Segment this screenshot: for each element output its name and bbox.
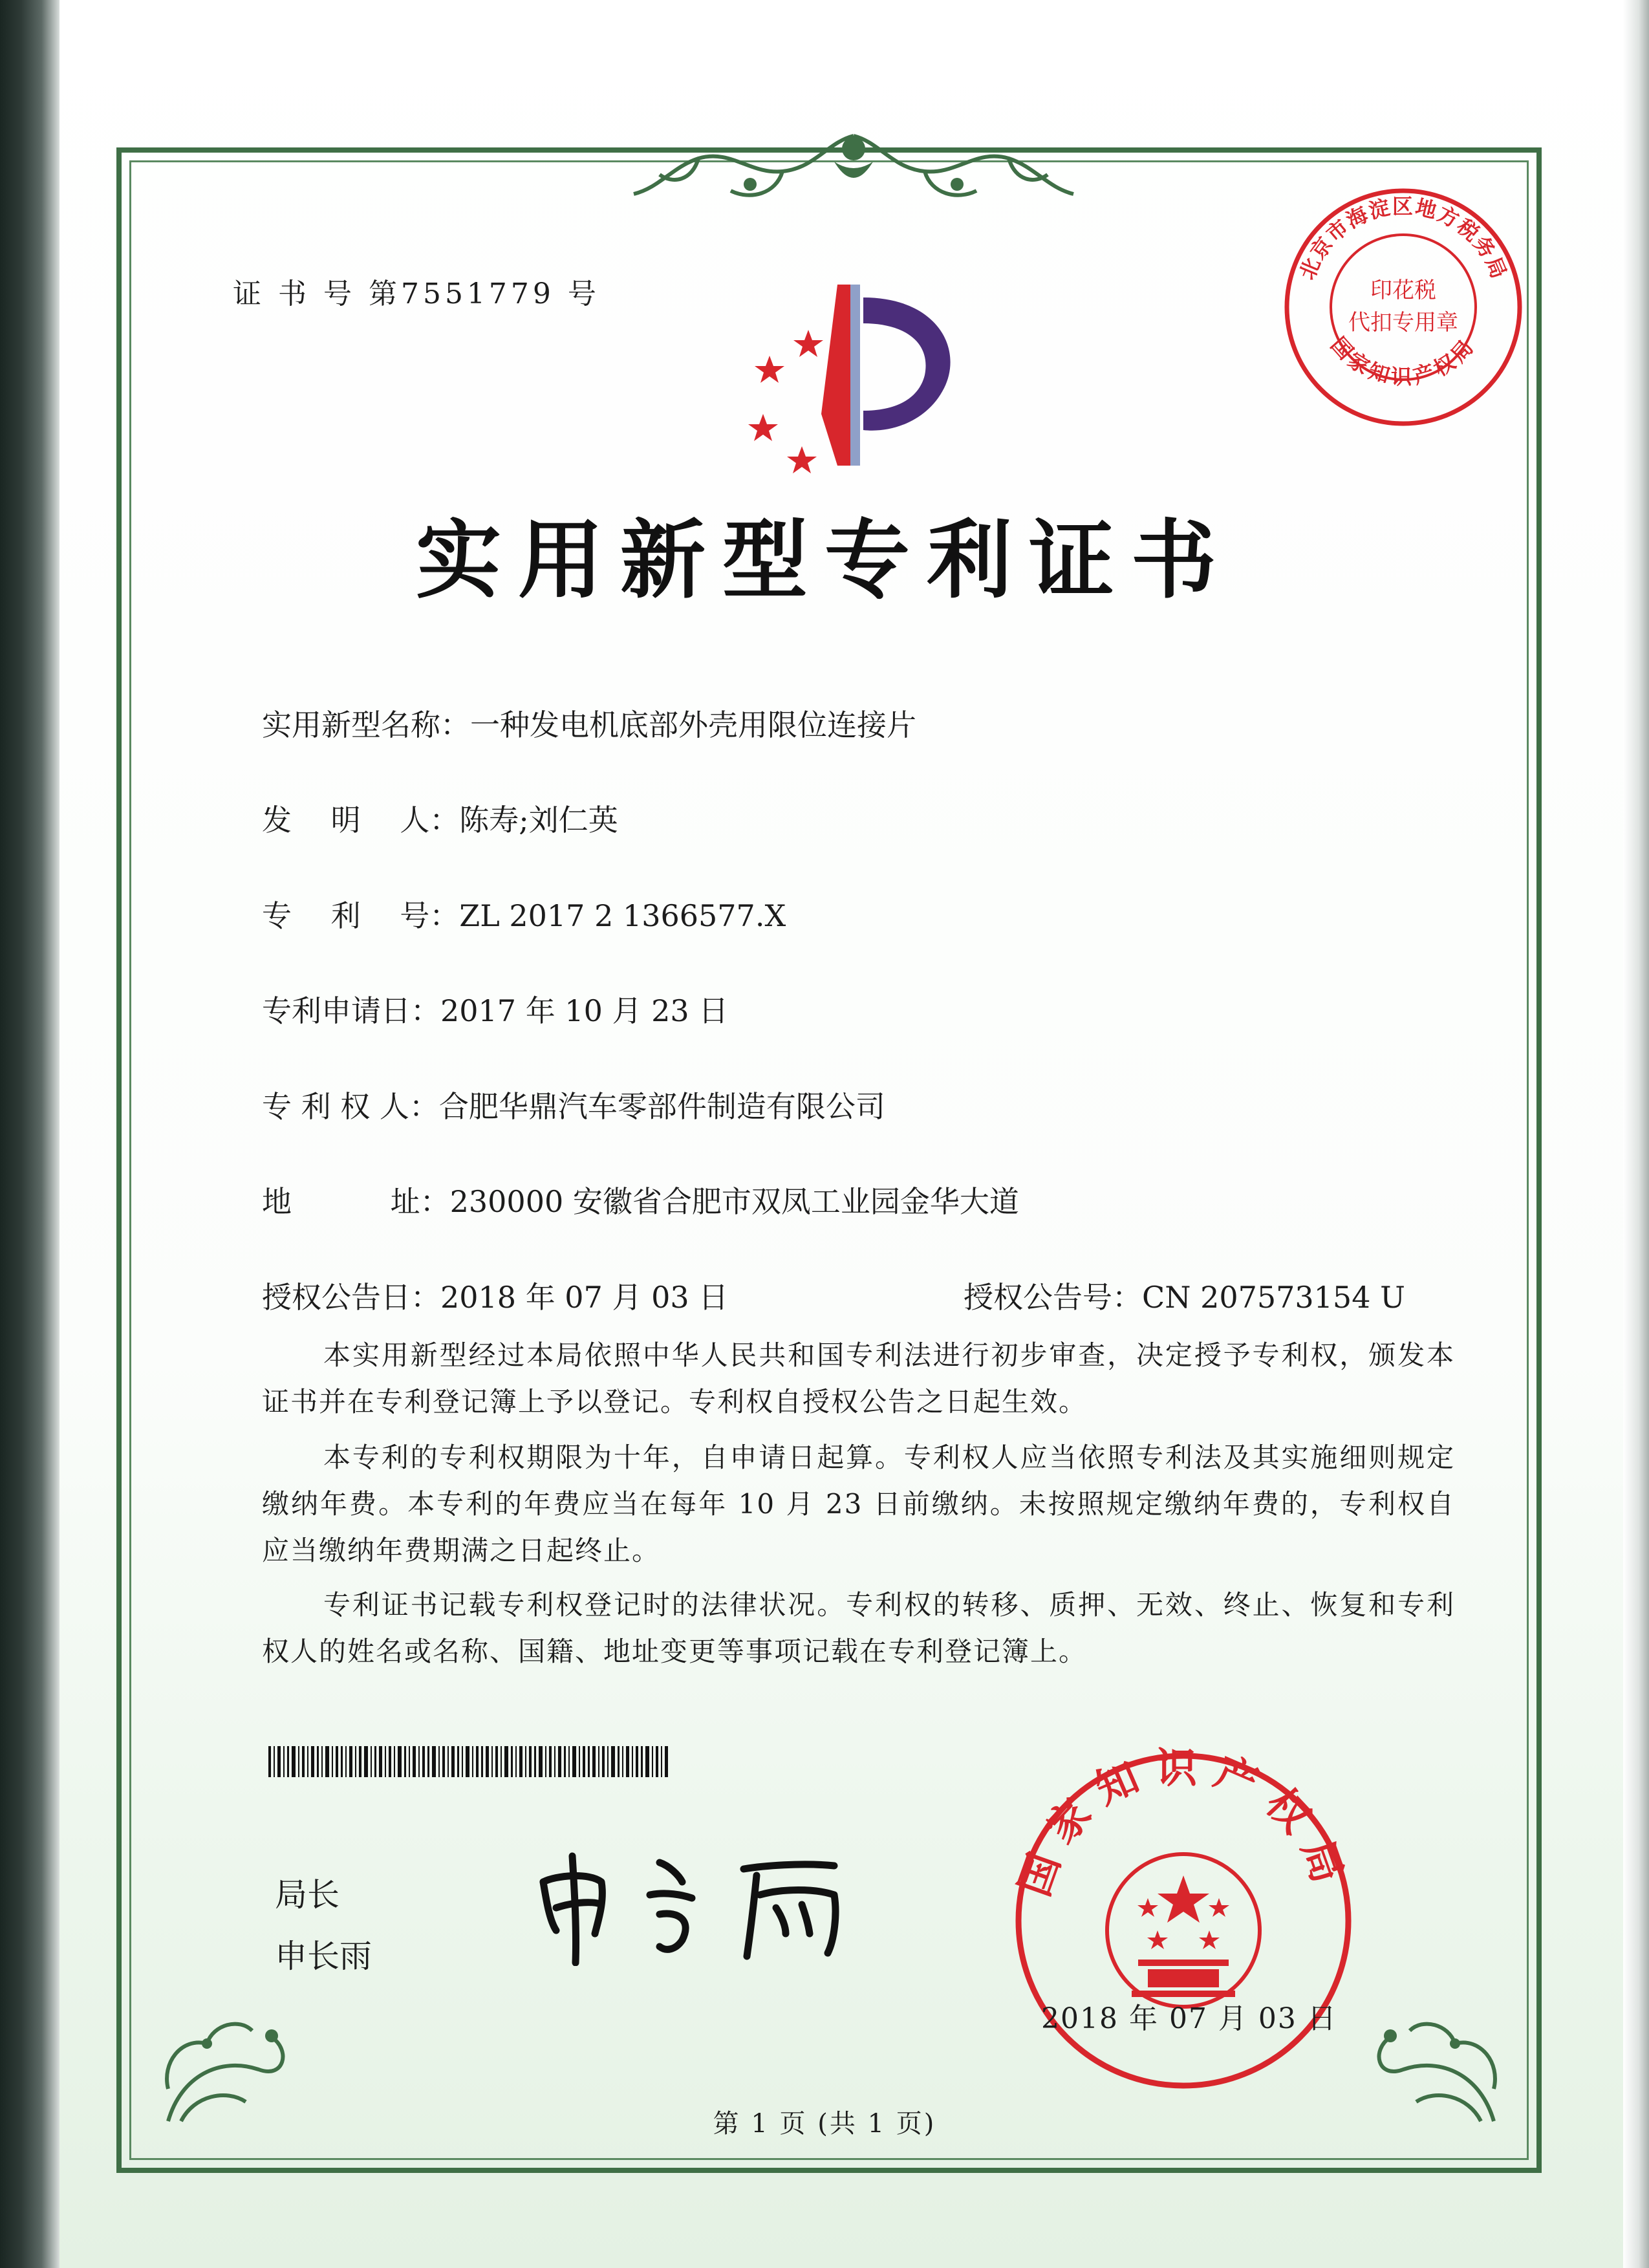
field-label: 授权公告日： [262,1280,440,1315]
field-grant-date [262,1274,728,1317]
patent-office-logo-icon [724,272,983,479]
patent-office-seal-icon [1009,1746,1358,2095]
bottom-right-ornament-icon [1352,1960,1507,2128]
field-value: 一种发电机底部外壳用限位连接片 [470,707,916,742]
certificate-title: 实用新型专利证书 [416,510,1233,610]
field-application-date [262,988,728,1030]
director-name: 申长雨 [275,1938,372,1975]
field-label: 发 明 人： [262,803,460,837]
paragraph-grant-notice: 本实用新型经过本局依照中华人民共和国专利法进行初步审查，决定授予专利权，颁发本证书并在专利登记簿上予以登记。专利权自授权公告之日起生效。 [262,1339,1455,1418]
field-value: CN 207573154 U [1142,1280,1405,1315]
field-address [262,1178,1019,1221]
director-title: 局长 [275,1876,339,1914]
field-inventor [262,797,618,839]
field-label: 专 利 权 人： [262,1089,439,1124]
field-label: 地 址： [262,1184,450,1219]
svg-text:国家知识产权局: 国家知识产权局 [1010,1746,1357,1903]
field-label: 专 利 号： [262,898,460,933]
director-signature-icon [530,1837,867,1966]
paragraph-term-notice: 本专利的专利权期限为十年，自申请日起算。专利权人应当依照专利法及其实施细则规定缴纳年费。本专利的年费应当在每年 10 月 23 日前缴纳。未按照规定缴纳年费的，专利权自应当缴纳年费期满之日起终止。 [262,1442,1455,1566]
field-utility-model-name [262,702,916,744]
top-ornament-icon [621,123,1086,220]
issue-date: 2018 年 07 月 03 日 [1041,2002,1337,2035]
field-value: 2017 年 10 月 23 日 [440,993,729,1028]
field-value: 2018 年 07 月 03 日 [440,1280,729,1315]
barcode-icon [268,1746,669,1777]
field-patent-number [262,892,786,935]
svg-text:印花税: 印花税 [1370,277,1436,303]
svg-text:北京市海淀区地方税务局: 北京市海淀区地方税务局 [1295,194,1512,283]
paragraph-legal-status: 专利证书记载专利权登记时的法律状况。专利权的转移、质押、无效、终止、恢复和专利权人的姓名或名称、国籍、地址变更等事项记载在专利登记簿上。 [262,1589,1455,1667]
svg-text:国家知识产权局: 国家知识产权局 [1326,332,1481,389]
field-label: 实用新型名称： [262,707,470,742]
field-label: 专利申请日： [262,993,440,1028]
scan-edge-left [0,0,59,2268]
field-value: 合肥华鼎汽车零部件制造有限公司 [438,1089,885,1124]
bottom-left-ornament-icon [155,1960,310,2128]
certificate-number: 证 书 号 第7551779 号 [233,277,600,310]
field-value: 230000 安徽省合肥市双凤工业园金华大道 [449,1184,1019,1219]
field-value: ZL 2017 2 1366577.X [459,898,786,933]
field-value: 陈寿;刘仁英 [459,803,618,837]
page-number: 第 1 页 (共 1 页) [713,2109,936,2139]
field-announcement-number [964,1274,1405,1317]
svg-text:代扣专用章: 代扣专用章 [1348,310,1458,336]
field-patentee [262,1083,885,1126]
scan-edge-right [1623,0,1649,2268]
tax-seal-stamp-icon [1280,184,1526,430]
field-label: 授权公告号： [964,1280,1142,1315]
